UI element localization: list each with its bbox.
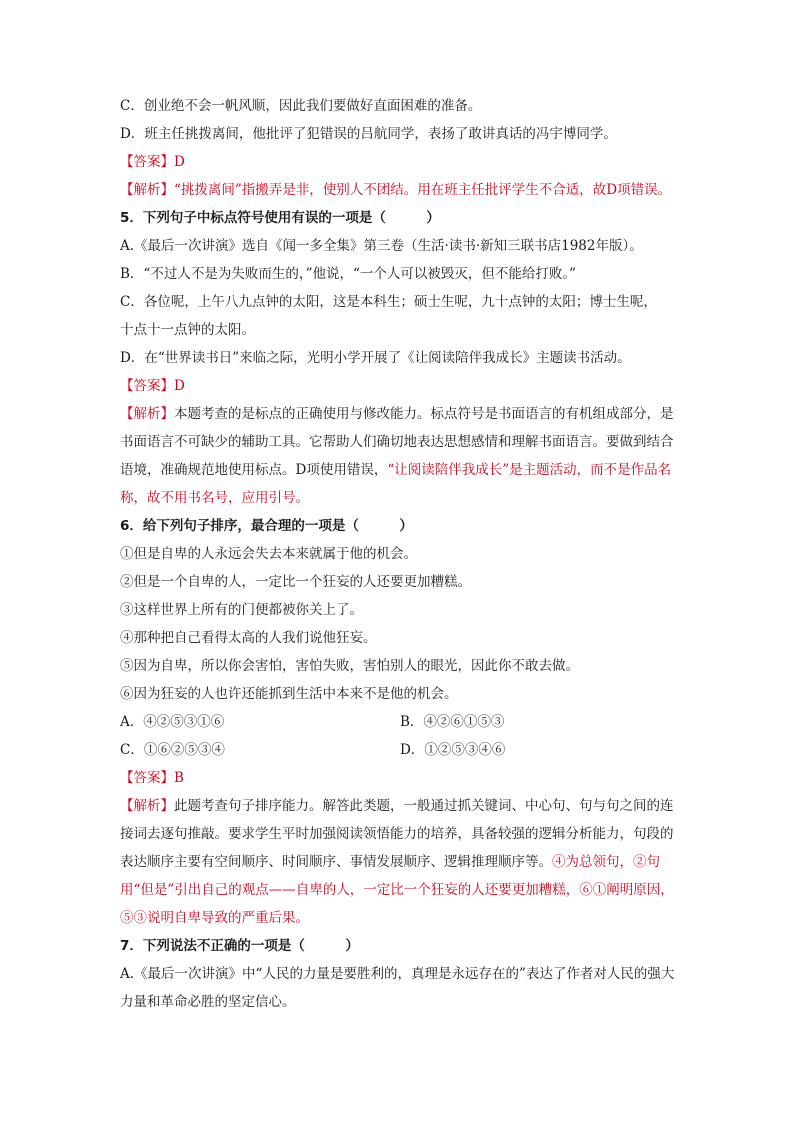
explanation-key-text: ④为总领句，②句用“但是”引出自己的观点——自卑的人，一定比一个狂妄的人还要更加糟糕，⑥①阐明原因，⑤③说明自卑导致的严重后果。	[120, 854, 674, 926]
answer-label: 【答案】	[120, 770, 174, 786]
q4-option-d: D．班主任挑拨离间，他批评了犯错误的吕航同学，表扬了敢讲真话的冯宇博同学。	[120, 126, 617, 142]
q4-option-c: C．创业绝不会一帆风顺，因此我们要做好直面困难的准备。	[120, 98, 482, 114]
q6-options-row-2	[120, 736, 680, 764]
q5-answer	[120, 372, 680, 400]
q6-sentence-5: ⑤因为自卑，所以你会害怕，害怕失败，害怕别人的眼光，因此你不敢去做。	[120, 658, 579, 674]
explanation-key-text: “让阅读陪伴我成长”是主题活动，而不是作品名称，故不用书名号，应用引号。	[120, 462, 672, 506]
q6-sentence-1: ①但是自卑的人永远会失去本来就属于他的机会。	[120, 546, 417, 562]
q6-answer	[120, 764, 680, 792]
q5-option-c-line2: 十点十一点钟的太阳。	[120, 322, 255, 338]
q6-options-row-1	[120, 708, 680, 736]
q6-option-a: A．④②⑤③①⑥	[120, 714, 225, 730]
q4-explanation	[120, 176, 680, 204]
explanation-label: 【解析】	[120, 182, 174, 198]
q7-option-a: A.《最后一次讲演》中“人民的力量是要胜利的，真理是永远存在的”表达了作者对人民的强大力量和革命必胜的坚定信心。	[120, 966, 675, 1010]
q7-title: 7．下列说法不正确的一项是（ ）	[120, 938, 359, 954]
explanation-text: 此题考查句子排序能力。解答此类题，一般通过抓关键词、中心句、句与句之间的连接词去逐句推敲。要求学生平时加强阅读领悟能力的培养，具备较强的逻辑分析能力，句段的表达顺序主要有空间顺序、时间顺序、事情发展顺序、逻辑推理顺序等。	[120, 798, 674, 870]
explanation-text: “挑拨离间”指搬弄是非，使别人不团结。用在班主任批评学生不合适，故D项错误。	[174, 182, 672, 198]
answer-label: 【答案】	[120, 378, 174, 394]
q5-explanation	[120, 400, 680, 512]
document-page	[120, 92, 680, 1016]
q6-sentence-6: ⑥因为狂妄的人也许还能抓到生活中本来不是他的机会。	[120, 686, 458, 702]
answer-value: D	[174, 154, 185, 170]
answer-value: B	[174, 770, 184, 786]
q5-option-a: A.《最后一次讲演》选自《闻一多全集》第三卷（生活·读书·新知三联书店1982年版）。	[120, 238, 643, 254]
explanation-label: 【解析】	[120, 406, 174, 422]
answer-label: 【答案】	[120, 154, 174, 170]
q6-explanation	[120, 792, 680, 932]
q5-option-c-line1: C．各位呢，上午八九点钟的太阳，这是本科生；硕士生呢，九十点钟的太阳；博士生呢，	[120, 294, 657, 310]
q6-sentence-2: ②但是一个自卑的人，一定比一个狂妄的人还要更加糟糕。	[120, 574, 471, 590]
q6-option-b: B．④②⑥①⑤③	[400, 714, 505, 730]
q5-title: 5．下列句子中标点符号使用有误的一项是（ ）	[120, 210, 440, 226]
q5-option-d: D．在“世界读书日”来临之际，光明小学开展了《让阅读陪伴我成长》主题读书活动。	[120, 350, 631, 366]
q5-option-b: B．“不过人不是为失败而生的，”他说，“一个人可以被毁灭，但不能给打败。”	[120, 266, 577, 282]
q6-sentence-4: ④那种把自己看得太高的人我们说他狂妄。	[120, 630, 377, 646]
q6-option-d: D．①②⑤③④⑥	[400, 742, 506, 758]
q6-option-c: C．①⑥②⑤③④	[120, 742, 225, 758]
explanation-label: 【解析】	[120, 798, 174, 814]
answer-value: D	[174, 378, 185, 394]
q4-answer	[120, 148, 680, 176]
q6-sentence-3: ③这样世界上所有的门便都被你关上了。	[120, 602, 363, 618]
q6-title: 6．给下列句子排序，最合理的一项是（ ）	[120, 518, 413, 534]
explanation-text: 本题考查的是标点的正确使用与修改能力。标点符号是书面语言的有机组成部分，是书面语言不可缺少的辅助工具。它帮助人们确切地表达思想感情和理解书面语言。要做到结合语境，准确规范地使用标点。D项使用错误，	[120, 406, 674, 478]
